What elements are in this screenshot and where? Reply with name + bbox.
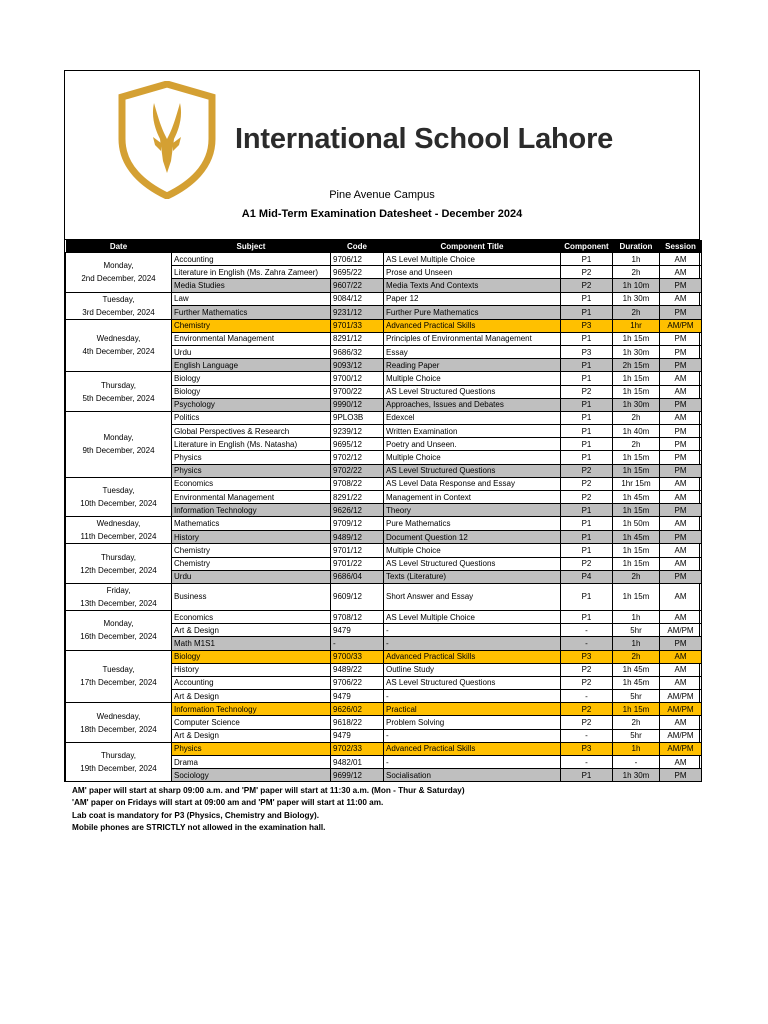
title-cell: Texts (Literature) [384, 570, 561, 583]
duration-cell: 1hr 15m [613, 477, 660, 490]
session-cell: AM [660, 663, 702, 676]
title-cell: Multiple Choice [384, 451, 561, 464]
date-cell [66, 253, 172, 293]
subject-cell: English Language [172, 359, 331, 372]
component-cell: P1 [561, 411, 613, 424]
title-cell: - [384, 690, 561, 703]
component-cell: P2 [561, 716, 613, 729]
title-cell: AS Level Structured Questions [384, 676, 561, 689]
duration-cell: 1h 50m [613, 517, 660, 531]
component-cell: P2 [561, 703, 613, 716]
title-cell: Principles of Environmental Management [384, 332, 561, 345]
component-cell: P4 [561, 570, 613, 583]
subject-cell: Urdu [172, 345, 331, 358]
column-header: Session [660, 240, 702, 253]
code-cell: 9695/12 [331, 438, 384, 451]
session-cell: AM/PM [660, 742, 702, 755]
title-cell: Further Pure Mathematics [384, 306, 561, 320]
session-cell: AM [660, 583, 702, 610]
note-line: AM' paper will start at sharp 09:00 a.m. and 'PM' paper will start at 11:30 a.m. (Mon - Thur & Saturday) [72, 786, 465, 795]
session-cell: PM [660, 570, 702, 583]
component-cell: P2 [561, 477, 613, 490]
session-cell: AM [660, 491, 702, 504]
subject-cell: Chemistry [172, 319, 331, 332]
school-name: International School Lahore [235, 123, 614, 155]
session-cell: AM/PM [660, 729, 702, 742]
session-cell: PM [660, 451, 702, 464]
code-cell: 9626/12 [331, 504, 384, 517]
code-cell: 9618/22 [331, 716, 384, 729]
component-cell: - [561, 624, 613, 637]
duration-cell: 1h 15m [613, 451, 660, 464]
title-cell: Multiple Choice [384, 372, 561, 385]
code-cell: 9084/12 [331, 292, 384, 306]
column-header: Component Title [384, 240, 561, 253]
session-cell: AM [660, 385, 702, 398]
subject-cell: Economics [172, 610, 331, 623]
title-cell: Essay [384, 345, 561, 358]
title-cell: Written Examination [384, 425, 561, 438]
session-cell: AM [660, 557, 702, 570]
code-cell: 8291/12 [331, 332, 384, 345]
component-cell: P3 [561, 742, 613, 755]
component-cell: P2 [561, 557, 613, 570]
duration-cell: 1h 15m [613, 544, 660, 557]
date-cell [66, 319, 172, 372]
note-line: 'AM' paper on Fridays will start at 09:00 am and 'PM' paper will start at 11:00 am. [72, 798, 384, 808]
date-cell [66, 372, 172, 412]
code-cell: 9686/04 [331, 570, 384, 583]
title-cell: - [384, 729, 561, 742]
duration-cell: 2h [613, 438, 660, 451]
subject-cell: Math M1S1 [172, 637, 331, 650]
table-row [66, 411, 702, 424]
date-label: Monday, 2nd December, 2024 [81, 261, 156, 284]
date-cell [66, 650, 172, 703]
title-cell: Document Question 12 [384, 530, 561, 544]
session-cell: PM [660, 279, 702, 292]
date-label: Thursday, 12th December, 2024 [80, 552, 157, 575]
component-cell: P1 [561, 438, 613, 451]
date-cell [66, 583, 172, 610]
title-cell: AS Level Structured Questions [384, 557, 561, 570]
component-cell: P1 [561, 398, 613, 411]
subject-cell: History [172, 663, 331, 676]
subject-cell: Urdu [172, 570, 331, 583]
session-cell: AM [660, 676, 702, 689]
session-cell: AM/PM [660, 703, 702, 716]
duration-cell: - [613, 756, 660, 769]
duration-cell: 2h [613, 716, 660, 729]
duration-cell: 1h 40m [613, 425, 660, 438]
code-cell: 9489/12 [331, 530, 384, 544]
subject-cell: History [172, 530, 331, 544]
date-label: Monday, 16th December, 2024 [80, 619, 157, 642]
subject-cell: Drama [172, 756, 331, 769]
duration-cell: 1h 15m [613, 372, 660, 385]
date-label: Tuesday, 10th December, 2024 [80, 486, 157, 509]
duration-cell: 1h [613, 253, 660, 266]
column-header: Subject [172, 240, 331, 253]
date-cell [66, 517, 172, 544]
date-label: Monday, 9th December, 2024 [82, 433, 155, 456]
session-cell: PM [660, 438, 702, 451]
date-cell [66, 742, 172, 782]
code-cell: 9700/12 [331, 372, 384, 385]
component-cell: - [561, 756, 613, 769]
duration-cell: 2h [613, 306, 660, 320]
datesheet [64, 70, 700, 782]
title-cell: Advanced Practical Skills [384, 650, 561, 663]
code-cell: 9479 [331, 690, 384, 703]
duration-cell: 2h [613, 650, 660, 663]
title-cell: AS Level Structured Questions [384, 385, 561, 398]
title-cell: Socialisation [384, 769, 561, 782]
exam-table [65, 240, 702, 782]
session-cell: AM [660, 266, 702, 279]
title-cell: - [384, 637, 561, 650]
code-cell: 9701/12 [331, 544, 384, 557]
duration-cell: 1h 30m [613, 398, 660, 411]
title-cell: Media Texts And Contexts [384, 279, 561, 292]
duration-cell: 1h 15m [613, 583, 660, 610]
subject-cell: Chemistry [172, 557, 331, 570]
code-cell: 9706/22 [331, 676, 384, 689]
date-cell [66, 703, 172, 743]
component-cell: P2 [561, 676, 613, 689]
title-cell: Problem Solving [384, 716, 561, 729]
title-cell: Prose and Unseen [384, 266, 561, 279]
duration-cell: 1h 15m [613, 504, 660, 517]
code-cell: 9701/33 [331, 319, 384, 332]
code-cell: 9231/12 [331, 306, 384, 320]
component-cell: P2 [561, 491, 613, 504]
title-cell: Paper 12 [384, 292, 561, 306]
subject-cell: Further Mathematics [172, 306, 331, 320]
table-row [66, 610, 702, 623]
component-cell: P1 [561, 583, 613, 610]
code-cell: 9607/22 [331, 279, 384, 292]
notes [72, 785, 465, 835]
date-label: Thursday, 5th December, 2024 [82, 380, 155, 403]
session-cell: PM [660, 504, 702, 517]
title-cell: Approaches, Issues and Debates [384, 398, 561, 411]
date-label: Tuesday, 17th December, 2024 [80, 665, 157, 688]
code-cell: 9479 [331, 729, 384, 742]
code-cell: 9708/12 [331, 610, 384, 623]
duration-cell: 1h 15m [613, 464, 660, 477]
duration-cell: 5hr [613, 690, 660, 703]
campus-name: Pine Avenue Campus [329, 189, 435, 201]
code-cell: 9702/33 [331, 742, 384, 755]
column-header: Code [331, 240, 384, 253]
component-cell: P1 [561, 544, 613, 557]
component-cell: P2 [561, 663, 613, 676]
date-cell [66, 610, 172, 650]
date-label: Wednesday, 4th December, 2024 [82, 334, 155, 357]
code-cell: 9699/12 [331, 769, 384, 782]
duration-cell: 1h [613, 742, 660, 755]
title-cell: AS Level Data Response and Essay [384, 477, 561, 490]
subject-cell: Chemistry [172, 544, 331, 557]
component-cell: P1 [561, 530, 613, 544]
session-cell: AM/PM [660, 690, 702, 703]
code-cell: 9702/22 [331, 464, 384, 477]
date-cell [66, 411, 172, 477]
subject-cell: Politics [172, 411, 331, 424]
subject-cell: Art & Design [172, 624, 331, 637]
component-cell: P1 [561, 425, 613, 438]
subject-cell: Biology [172, 385, 331, 398]
code-cell: 9239/12 [331, 425, 384, 438]
session-cell: AM [660, 372, 702, 385]
component-cell: P3 [561, 319, 613, 332]
component-cell: P1 [561, 610, 613, 623]
title-cell: Reading Paper [384, 359, 561, 372]
session-cell: AM [660, 411, 702, 424]
code-cell: 8291/22 [331, 491, 384, 504]
subject-cell: Mathematics [172, 517, 331, 531]
duration-cell: 1h 45m [613, 663, 660, 676]
code-cell: 9479 [331, 624, 384, 637]
component-cell: - [561, 690, 613, 703]
duration-cell: 1h 10m [613, 279, 660, 292]
subject-cell: Literature in English (Ms. Natasha) [172, 438, 331, 451]
title-cell: Poetry and Unseen. [384, 438, 561, 451]
subject-cell: Law [172, 292, 331, 306]
date-label: Thursday, 19th December, 2024 [80, 751, 157, 774]
subject-cell: Environmental Management [172, 332, 331, 345]
session-cell: AM [660, 650, 702, 663]
session-cell: AM/PM [660, 624, 702, 637]
subject-cell: Physics [172, 464, 331, 477]
title-cell: Pure Mathematics [384, 517, 561, 531]
session-cell: AM [660, 477, 702, 490]
subject-cell: Global Perspectives & Research [172, 425, 331, 438]
title-cell: Outline Study [384, 663, 561, 676]
code-cell: 9708/22 [331, 477, 384, 490]
table-row [66, 517, 702, 531]
title-cell: Multiple Choice [384, 544, 561, 557]
session-cell: PM [660, 306, 702, 320]
component-cell: P3 [561, 345, 613, 358]
session-cell: PM [660, 769, 702, 782]
table-row [66, 372, 702, 385]
table-row [66, 477, 702, 490]
subject-cell: Biology [172, 372, 331, 385]
table-row [66, 544, 702, 557]
duration-cell: 2h 15m [613, 359, 660, 372]
title-cell: Practical [384, 703, 561, 716]
code-cell: 9695/22 [331, 266, 384, 279]
subject-cell: Physics [172, 742, 331, 755]
title-cell: - [384, 756, 561, 769]
component-cell: P1 [561, 451, 613, 464]
duration-cell: 1h 45m [613, 491, 660, 504]
component-cell: - [561, 637, 613, 650]
duration-cell: 1h 15m [613, 332, 660, 345]
date-cell [66, 544, 172, 584]
code-cell: - [331, 637, 384, 650]
date-cell [66, 292, 172, 319]
table-row [66, 742, 702, 755]
duration-cell: 1h [613, 610, 660, 623]
component-cell: P1 [561, 253, 613, 266]
title-cell: AS Level Multiple Choice [384, 610, 561, 623]
session-cell: PM [660, 425, 702, 438]
duration-cell: 1h 15m [613, 385, 660, 398]
datesheet-title: A1 Mid-Term Examination Datesheet - December 2024 [241, 208, 523, 220]
code-cell: 9626/02 [331, 703, 384, 716]
session-cell: AM [660, 756, 702, 769]
session-cell: PM [660, 332, 702, 345]
subject-cell: Literature in English (Ms. Zahra Zameer) [172, 266, 331, 279]
title-cell: Advanced Practical Skills [384, 742, 561, 755]
title-cell: Short Answer and Essay [384, 583, 561, 610]
session-cell: PM [660, 637, 702, 650]
session-cell: AM [660, 292, 702, 306]
title-cell: Theory [384, 504, 561, 517]
session-cell: PM [660, 359, 702, 372]
subject-cell: Environmental Management [172, 491, 331, 504]
session-cell: PM [660, 345, 702, 358]
session-cell: AM [660, 517, 702, 531]
code-cell: 9PLO3B [331, 411, 384, 424]
duration-cell: 1h 30m [613, 292, 660, 306]
title-cell: Management in Context [384, 491, 561, 504]
duration-cell: 5hr [613, 624, 660, 637]
session-cell: AM/PM [660, 319, 702, 332]
component-cell: P1 [561, 332, 613, 345]
component-cell: P1 [561, 769, 613, 782]
component-cell: P1 [561, 359, 613, 372]
component-cell: P2 [561, 385, 613, 398]
date-label: Wednesday, 11th December, 2024 [80, 519, 157, 542]
subject-cell: Art & Design [172, 690, 331, 703]
session-cell: AM [660, 253, 702, 266]
title-cell: Edexcel [384, 411, 561, 424]
code-cell: 9489/22 [331, 663, 384, 676]
duration-cell: 1h [613, 637, 660, 650]
code-cell: 9093/12 [331, 359, 384, 372]
subject-cell: Media Studies [172, 279, 331, 292]
table-row [66, 319, 702, 332]
table-row [66, 703, 702, 716]
subject-cell: Computer Science [172, 716, 331, 729]
subject-cell: Information Technology [172, 504, 331, 517]
table-row [66, 292, 702, 306]
code-cell: 9709/12 [331, 517, 384, 531]
code-cell: 9700/33 [331, 650, 384, 663]
duration-cell: 1h 45m [613, 530, 660, 544]
column-header: Duration [613, 240, 660, 253]
duration-cell: 1hr [613, 319, 660, 332]
component-cell: P1 [561, 306, 613, 320]
subject-cell: Physics [172, 451, 331, 464]
table-header-row [66, 240, 702, 253]
session-cell: AM [660, 716, 702, 729]
code-cell: 9990/12 [331, 398, 384, 411]
column-header: Component [561, 240, 613, 253]
header [65, 71, 699, 240]
duration-cell: 2h [613, 266, 660, 279]
session-cell: PM [660, 464, 702, 477]
component-cell: P1 [561, 504, 613, 517]
component-cell: P1 [561, 372, 613, 385]
title-cell: Advanced Practical Skills [384, 319, 561, 332]
column-header: Date [66, 240, 172, 253]
table-row [66, 650, 702, 663]
code-cell: 9609/12 [331, 583, 384, 610]
note-line: Mobile phones are STRICTLY not allowed in the examination hall. [72, 823, 326, 833]
table-row [66, 253, 702, 266]
duration-cell: 1h 15m [613, 557, 660, 570]
title-cell: AS Level Multiple Choice [384, 253, 561, 266]
duration-cell: 1h 45m [613, 676, 660, 689]
code-cell: 9702/12 [331, 451, 384, 464]
date-label: Tuesday, 3rd December, 2024 [82, 294, 155, 317]
duration-cell: 1h 30m [613, 345, 660, 358]
component-cell: P1 [561, 517, 613, 531]
duration-cell: 2h [613, 411, 660, 424]
code-cell: 9482/01 [331, 756, 384, 769]
session-cell: PM [660, 398, 702, 411]
subject-cell: Sociology [172, 769, 331, 782]
code-cell: 9701/22 [331, 557, 384, 570]
code-cell: 9700/22 [331, 385, 384, 398]
subject-cell: Information Technology [172, 703, 331, 716]
duration-cell: 1h 30m [613, 769, 660, 782]
component-cell: - [561, 729, 613, 742]
duration-cell: 5hr [613, 729, 660, 742]
antelope-shield-logo-icon [117, 81, 217, 199]
table-body [66, 253, 702, 782]
subject-cell: Accounting [172, 676, 331, 689]
title-cell: - [384, 624, 561, 637]
session-cell: AM [660, 544, 702, 557]
code-cell: 9686/32 [331, 345, 384, 358]
component-cell: P2 [561, 464, 613, 477]
duration-cell: 1h 15m [613, 703, 660, 716]
session-cell: PM [660, 530, 702, 544]
subject-cell: Economics [172, 477, 331, 490]
subject-cell: Business [172, 583, 331, 610]
date-label: Wednesday, 18th December, 2024 [80, 711, 157, 734]
date-cell [66, 477, 172, 517]
note-line: Lab coat is mandatory for P3 (Physics, Chemistry and Biology). [72, 810, 320, 820]
component-cell: P3 [561, 650, 613, 663]
title-cell: AS Level Structured Questions [384, 464, 561, 477]
component-cell: P1 [561, 292, 613, 306]
subject-cell: Biology [172, 650, 331, 663]
session-cell: AM [660, 610, 702, 623]
component-cell: P2 [561, 266, 613, 279]
date-label: Friday, 13th December, 2024 [80, 585, 157, 608]
subject-cell: Art & Design [172, 729, 331, 742]
table-row [66, 583, 702, 610]
subject-cell: Psychology [172, 398, 331, 411]
duration-cell: 2h [613, 570, 660, 583]
component-cell: P2 [561, 279, 613, 292]
subject-cell: Accounting [172, 253, 331, 266]
code-cell: 9706/12 [331, 253, 384, 266]
